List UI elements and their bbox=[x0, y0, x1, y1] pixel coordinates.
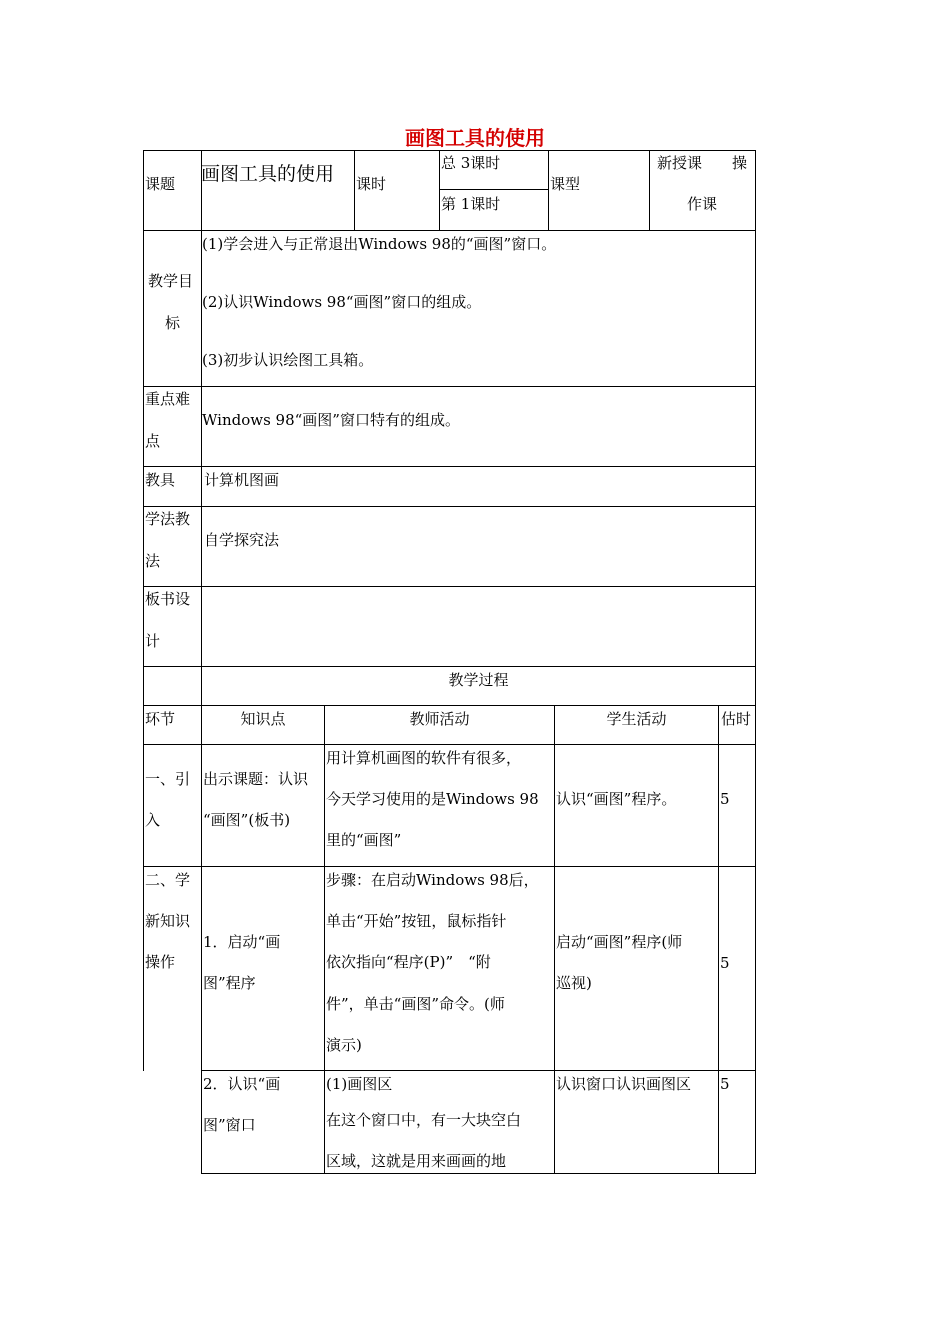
process-title: 教学过程 bbox=[448, 671, 509, 689]
row2-teacher-2: 单击“开始”按钮，鼠标指针 bbox=[326, 912, 507, 930]
row2-student-1: 启动“画图”程序(师 bbox=[556, 933, 683, 951]
row3-student: 认识窗口认识画图区 bbox=[556, 1075, 692, 1093]
row1-stage-cell bbox=[143, 744, 202, 867]
row1-teacher-1: 用计算机画图的软件有很多， bbox=[326, 749, 522, 767]
cell-objectives-label bbox=[143, 230, 202, 387]
type-value-line-2: 作课 bbox=[687, 195, 718, 213]
objectives-label-2: 标 bbox=[165, 314, 181, 332]
board-label-2: 计 bbox=[145, 632, 161, 650]
objective-item-2: (2)认识Windows 98“画图”窗口的组成。 bbox=[202, 293, 482, 311]
keypoints-value: Windows 98“画图”窗口特有的组成。 bbox=[202, 411, 460, 429]
row1-time: 5 bbox=[720, 790, 730, 808]
cell-tools-value bbox=[201, 466, 756, 507]
row1-stage-1: 一、引 bbox=[145, 770, 191, 788]
keypoints-label-2: 点 bbox=[145, 432, 161, 450]
objectives-label-1: 教学目 bbox=[148, 272, 194, 290]
row2-stage-2: 新知识 bbox=[145, 912, 191, 930]
row3-teacher-2: 在这个窗口中，有一大块空白 bbox=[326, 1111, 522, 1129]
topic-value: 画图工具的使用 bbox=[201, 163, 335, 185]
row1-teacher-3: 里的“画图” bbox=[326, 831, 402, 849]
method-label-1: 学法教 bbox=[145, 510, 191, 528]
row3-time: 5 bbox=[720, 1075, 730, 1093]
row2-student-cell bbox=[554, 866, 719, 1071]
row2-knowledge-2: 图”程序 bbox=[203, 974, 256, 992]
board-label-1: 板书设 bbox=[145, 590, 191, 608]
row2-knowledge-cell bbox=[201, 866, 325, 1071]
type-value-line-1: 新授课 操 bbox=[657, 154, 748, 172]
cell-process-blank bbox=[143, 666, 202, 706]
method-value: 自学探究法 bbox=[204, 531, 280, 549]
objective-item-1: (1)学会进入与正常退出Windows 98的“画图”窗口。 bbox=[202, 235, 557, 253]
row2-teacher-3: 依次指向“程序(P)” “附 bbox=[326, 953, 491, 971]
hours-current: 第 1课时 bbox=[441, 195, 501, 213]
objective-item-3: (3)初步认识绘图工具箱。 bbox=[202, 351, 374, 369]
row2-time: 5 bbox=[720, 954, 730, 972]
row2-student-2: 巡视) bbox=[556, 974, 592, 992]
row1-knowledge-2: “画图”(板书) bbox=[203, 811, 291, 829]
hours-total: 总 3课时 bbox=[441, 154, 501, 172]
row1-stage-2: 入 bbox=[145, 811, 161, 829]
hours-label: 课时 bbox=[356, 175, 387, 193]
row2-stage-cell bbox=[143, 866, 144, 1071]
col-teacher-label: 教师活动 bbox=[409, 710, 470, 728]
cell-method-value bbox=[201, 506, 756, 587]
topic-label: 课题 bbox=[145, 175, 176, 193]
row3-teacher-1: (1)画图区 bbox=[326, 1075, 393, 1093]
page-title: 画图工具的使用 bbox=[405, 126, 545, 150]
row2-teacher-4: 件”，单击“画图”命令。(师 bbox=[326, 995, 505, 1013]
row1-knowledge-cell bbox=[201, 744, 325, 867]
row2-stage-3: 操作 bbox=[145, 953, 176, 971]
col-knowledge-label: 知识点 bbox=[240, 710, 286, 728]
col-stage-label: 环节 bbox=[145, 710, 176, 728]
row3-knowledge-2: 图”窗口 bbox=[203, 1116, 256, 1134]
row2-teacher-1: 步骤：在启动Windows 98后， bbox=[326, 871, 539, 889]
row2-knowledge-1: 1．启动“画 bbox=[203, 933, 281, 951]
row1-knowledge-1: 出示课题：认识 bbox=[203, 770, 309, 788]
type-label: 课型 bbox=[550, 175, 581, 193]
row2-stage-1: 二、学 bbox=[145, 871, 191, 889]
col-student-label: 学生活动 bbox=[606, 710, 667, 728]
row2-teacher-5: 演示) bbox=[326, 1036, 362, 1054]
tools-label: 教具 bbox=[145, 471, 176, 489]
row1-teacher-2: 今天学习使用的是Windows 98 bbox=[326, 790, 539, 808]
row3-teacher-3: 区域，这就是用来画画的地 bbox=[326, 1152, 507, 1170]
row3-knowledge-1: 2．认识“画 bbox=[203, 1075, 281, 1093]
method-label-2: 法 bbox=[145, 552, 161, 570]
row1-student: 认识“画图”程序。 bbox=[556, 790, 677, 808]
cell-board-value bbox=[201, 586, 756, 667]
keypoints-label-1: 重点难 bbox=[145, 390, 191, 408]
tools-value: 计算机图画 bbox=[204, 471, 280, 489]
col-time-label: 估时 bbox=[721, 710, 752, 728]
